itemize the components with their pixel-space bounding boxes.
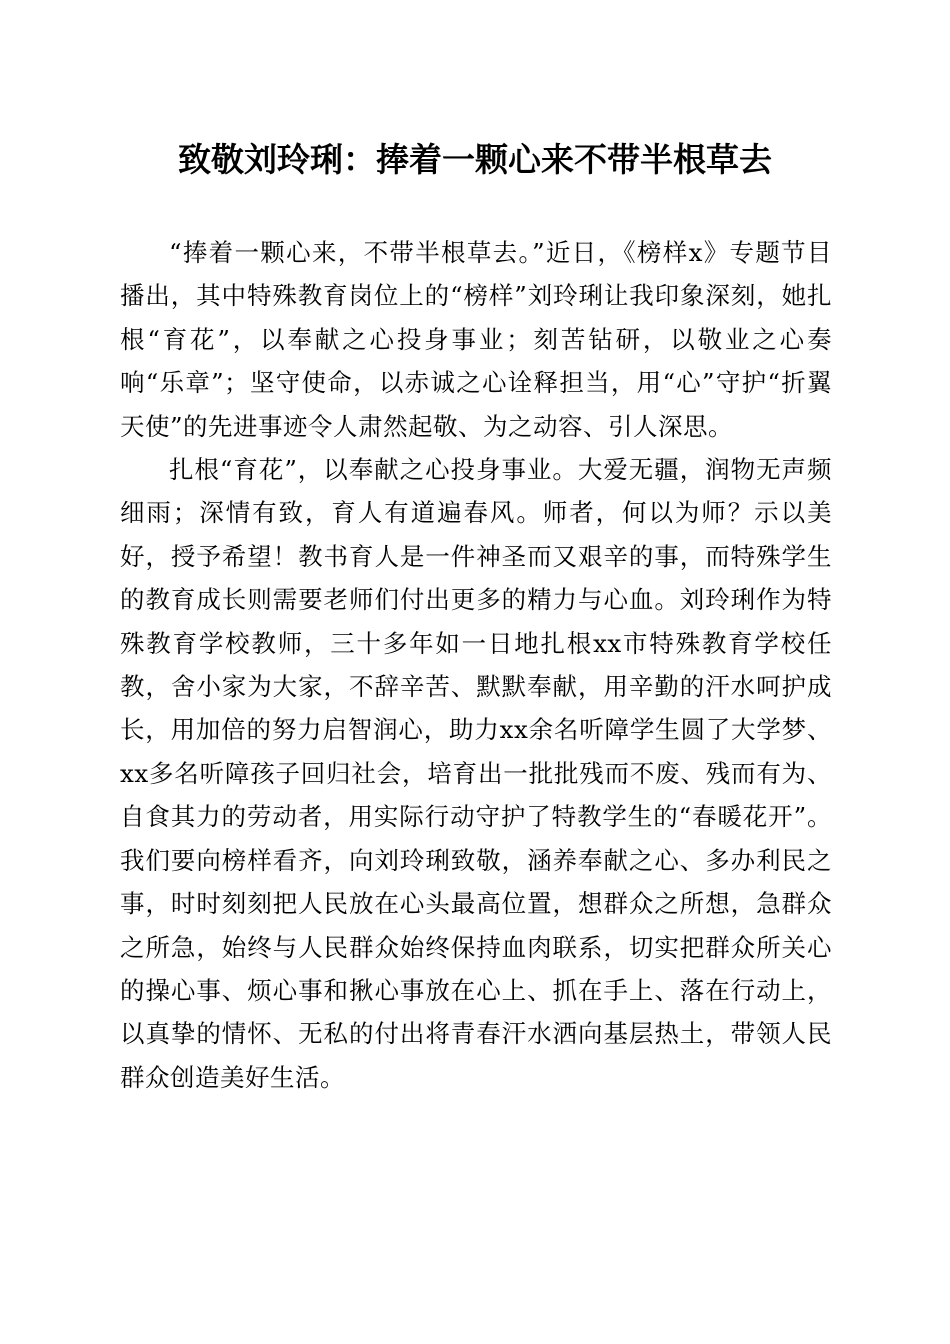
document-title: 致敬刘玲琍：捧着一颗心来不带半根草去 (178, 140, 772, 179)
paragraph-intro: “捧着一颗心来，不带半根草去。”近日，《榜样x》专题节目播出，其中特殊教育岗位上的“榜样”刘玲琍让我印象深刻，她扎根“育花”，以奉献之心投身事业；刻苦钻研，以敬业之心奏响“乐章”；坚守使命，以赤诚之心诠释担当，用“心”守护“折翼天使”的先进事迹令人肃然起敬、为之动容、引人深思。 (120, 238, 832, 441)
paragraph-dedication: 扎根“育花”，以奉献之心投身事业。大爱无疆，润物无声频细雨；深情有致，育人有道遍春风。师者，何以为师？示以美好，授予希望！教书育人是一件神圣而又艰辛的事，而特殊学生的教育成长则需要老师们付出更多的精力与心血。刘玲琍作为特殊教育学校教师，三十多年如一日地扎根xx市特殊教育学校任教，舍小家为大家，不辞辛苦、默默奉献，用辛勤的汗水呵护成长，用加倍的努力启智润心，助力xx余名听障学生圆了大学梦、xx多名听障孩子回归社会，培育出一批批残而不废、残而有为、自食其力的劳动者，用实际行动守护了特教学生的“春暖花开”。我们要向榜样看齐，向刘玲琍致敬，涵养奉献之心、多办利民之事，时时刻刻把人民放在心头最高位置，想群众之所想，急群众之所急，始终与人民群众始终保持血肉联系，切实把群众所关心的操心事、烦心事和揪心事放在心上、抓在手上、落在行动上，以真挚的情怀、无私的付出将青春汗水洒向基层热土，带领人民群众创造美好生活。 (120, 455, 832, 1092)
document-body (120, 231, 832, 1099)
